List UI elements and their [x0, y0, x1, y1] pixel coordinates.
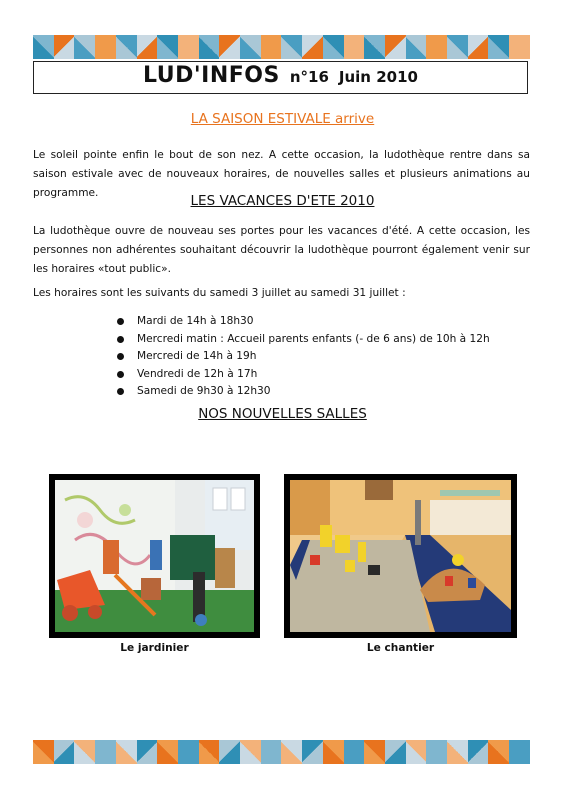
banner-tile — [74, 35, 95, 59]
banner-tile — [116, 740, 137, 764]
banner-tile — [509, 35, 530, 59]
banner-tile — [323, 740, 344, 764]
banner-tile — [157, 35, 178, 59]
banner-tile — [33, 740, 54, 764]
banner-tile — [426, 740, 447, 764]
schedule-item: Mardi de 14h à 18h30 — [115, 313, 490, 331]
banner-tile — [344, 740, 365, 764]
banner-tile — [178, 35, 199, 59]
banner-tile — [240, 35, 261, 59]
section-heading-vacances: LES VACANCES D'ETE 2010 — [190, 193, 375, 209]
banner-tile — [344, 35, 365, 59]
banner-tile — [178, 740, 199, 764]
banner-tile — [406, 35, 427, 59]
schedule-list — [115, 313, 490, 401]
banner-tile — [261, 35, 282, 59]
photo-jardinier — [49, 474, 260, 638]
banner-tile — [219, 740, 240, 764]
banner-tile — [281, 740, 302, 764]
schedule-item: Mercredi de 14h à 19h — [115, 348, 490, 366]
banner-tile — [323, 35, 344, 59]
banner-tile — [54, 35, 75, 59]
schedule-intro: Les horaires sont les suivants du samedi 3 juillet au samedi 31 juillet : — [33, 287, 406, 299]
schedule-item: Mercredi matin : Accueil parents enfants (- de 6 ans) de 10h à 12h — [115, 331, 490, 349]
caption-chantier: Le chantier — [366, 642, 435, 654]
banner-tile — [281, 35, 302, 59]
banner-tile — [116, 35, 137, 59]
banner-tile — [468, 35, 489, 59]
banner-tile — [199, 740, 220, 764]
decorative-banner-bottom — [33, 740, 530, 764]
banner-tile — [219, 35, 240, 59]
caption-jardinier: Le jardinier — [120, 642, 189, 654]
banner-tile — [137, 35, 158, 59]
banner-tile — [385, 740, 406, 764]
photo-chantier — [284, 474, 517, 638]
banner-tile — [33, 35, 54, 59]
chantier-scene-image — [290, 480, 511, 632]
section-heading-salles: NOS NOUVELLES SALLES — [198, 406, 367, 422]
schedule-item: Samedi de 9h30 à 12h30 — [115, 383, 490, 401]
schedule-item: Vendredi de 12h à 17h — [115, 366, 490, 384]
newsletter-title-box — [33, 61, 528, 94]
banner-tile — [364, 740, 385, 764]
banner-tile — [468, 740, 489, 764]
banner-tile — [447, 35, 468, 59]
banner-tile — [199, 35, 220, 59]
banner-tile — [240, 740, 261, 764]
banner-tile — [261, 740, 282, 764]
banner-tile — [406, 740, 427, 764]
banner-tile — [488, 35, 509, 59]
paragraph-vacances: La ludothèque ouvre de nouveau ses portes pour les vacances d'été. A cette occasion, les personnes non adhérentes souhaitant découvrir la ludothèque pourront également venir sur les horaires «tout public». — [33, 225, 530, 275]
decorative-banner-top — [33, 35, 530, 59]
banner-tile — [385, 35, 406, 59]
banner-tile — [426, 35, 447, 59]
issue-number: n°16 — [289, 68, 329, 86]
banner-tile — [157, 740, 178, 764]
paragraph-saison: Le soleil pointe enfin le bout de son nez. A cette occasion, la ludothèque rentre dans sa saison estivale avec de nouveaux horaires, de nouvelles salles et plusieurs animations au programme. — [33, 149, 530, 199]
newsletter-title: LUD'INFOS — [143, 63, 280, 88]
banner-tile — [364, 35, 385, 59]
jardinier-scene-image — [55, 480, 254, 632]
section-heading-saison: LA SAISON ESTIVALE arrive — [190, 111, 375, 127]
banner-tile — [447, 740, 468, 764]
banner-tile — [95, 35, 116, 59]
banner-tile — [137, 740, 158, 764]
banner-tile — [488, 740, 509, 764]
banner-tile — [302, 740, 323, 764]
banner-tile — [509, 740, 530, 764]
banner-tile — [54, 740, 75, 764]
banner-tile — [302, 35, 323, 59]
banner-tile — [95, 740, 116, 764]
issue-date: Juin 2010 — [338, 68, 418, 86]
banner-tile — [74, 740, 95, 764]
